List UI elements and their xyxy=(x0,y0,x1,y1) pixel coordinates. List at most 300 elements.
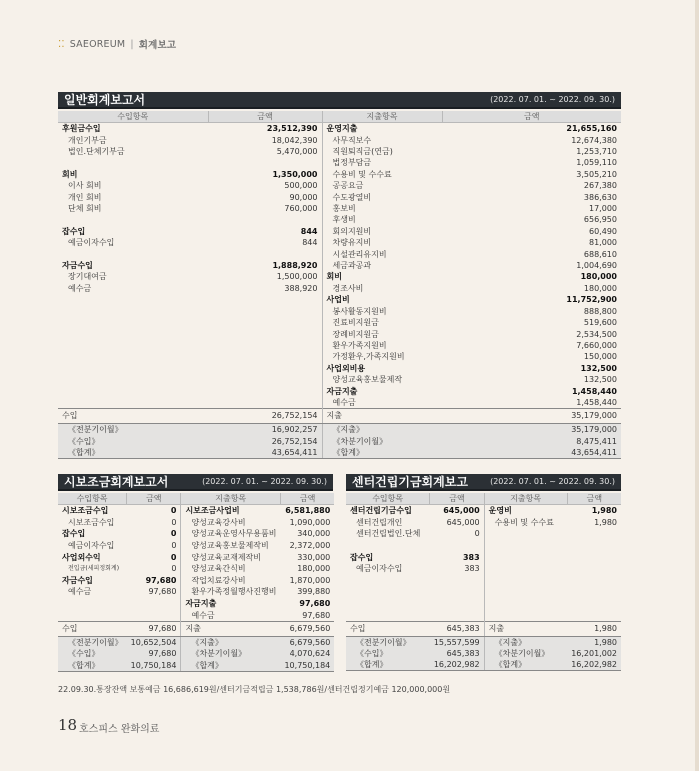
income-amount: 90,000 xyxy=(289,192,318,202)
expense-amount: 17,000 xyxy=(589,204,617,214)
income-total-label: 수입 xyxy=(346,621,430,636)
income-total-label: 수입 xyxy=(58,409,208,424)
income-item: 예금이자수입 xyxy=(68,238,115,248)
expense-item: 차량유지비 xyxy=(322,237,442,248)
column-header: 수입항목 xyxy=(346,493,430,505)
income-amount xyxy=(430,586,484,598)
income-item xyxy=(58,317,208,328)
expense-amount: 132,500 xyxy=(580,363,617,373)
expense-total-amount: 1,980 xyxy=(567,621,621,636)
column-header: 금액 xyxy=(430,493,484,505)
income-amount: 0 xyxy=(170,552,177,562)
table-row xyxy=(58,586,334,598)
table-row xyxy=(346,552,621,564)
income-amount: 97,680 xyxy=(145,575,177,585)
income-amount xyxy=(208,340,322,351)
income-item: 센터건립개인 xyxy=(356,517,403,527)
expense-amount xyxy=(567,540,621,552)
balance-amount: 10,750,184 xyxy=(127,660,181,672)
expense-amount: 267,380 xyxy=(583,181,617,191)
expense-item: 경조사비 xyxy=(322,283,442,294)
income-amount: 844 xyxy=(300,226,318,236)
table-row xyxy=(58,146,621,157)
income-item: 후원금수입 xyxy=(62,124,101,134)
table-row xyxy=(58,123,621,135)
income-item: 예금이자수입 xyxy=(356,564,403,574)
table-header-row xyxy=(58,111,621,123)
expense-amount: 330,000 xyxy=(297,552,331,562)
table-row xyxy=(58,351,621,362)
income-item xyxy=(58,329,208,340)
expense-total-amount: 6,679,560 xyxy=(280,622,334,637)
income-amount: 0 xyxy=(170,529,177,539)
income-amount xyxy=(430,540,484,552)
expense-item: 봉사활동지원비 xyxy=(322,306,442,317)
expense-amount: 2,534,500 xyxy=(576,329,617,339)
balance-amount: 16,902,257 xyxy=(208,424,322,436)
expense-item: 양성교육홍보물제작비 xyxy=(181,540,281,552)
table-row xyxy=(346,563,621,575)
income-item: 자금수입 xyxy=(62,575,93,585)
column-header: 금액 xyxy=(208,111,322,123)
table-row xyxy=(58,169,621,180)
balance-label: 《합계》 xyxy=(58,660,127,672)
expense-item xyxy=(484,598,567,610)
income-item: 센터건립기금수입 xyxy=(350,506,412,516)
income-item: 개인 회비 xyxy=(68,192,102,202)
subsidy-report-title: 시보조금회계보고서 xyxy=(64,475,169,489)
expense-item xyxy=(484,610,567,622)
table-header-row xyxy=(346,493,621,505)
expense-item: 예수금 xyxy=(181,610,281,622)
expense-amount: 688,610 xyxy=(583,249,617,259)
sum-row xyxy=(346,621,621,636)
expense-item: 홍보비 xyxy=(322,203,442,214)
expense-amount: 6,581,880 xyxy=(285,506,331,516)
income-item: 예수금 xyxy=(68,283,92,293)
expense-item: 후생비 xyxy=(322,214,442,225)
balance-amount: 26,752,154 xyxy=(208,436,322,447)
expense-item: 장례비지원금 xyxy=(322,329,442,340)
income-total-label: 수입 xyxy=(58,622,127,637)
expense-item: 예수금 xyxy=(322,397,442,409)
expense-amount xyxy=(567,586,621,598)
table-row xyxy=(58,552,334,564)
income-amount xyxy=(127,610,181,622)
table-row xyxy=(58,157,621,168)
expense-amount: 180,000 xyxy=(583,283,617,293)
expense-amount: 132,500 xyxy=(583,375,617,385)
page-number: 18 xyxy=(58,716,78,734)
income-item: 센터건립법인.단체 xyxy=(356,529,421,539)
income-amount xyxy=(208,363,322,374)
expense-amount: 1,870,000 xyxy=(289,575,331,585)
income-item xyxy=(58,157,208,168)
table-row xyxy=(346,586,621,598)
table-row xyxy=(58,397,621,409)
income-amount xyxy=(208,157,322,168)
income-amount: 500,000 xyxy=(284,181,318,191)
income-item xyxy=(58,374,208,385)
income-item xyxy=(58,610,127,622)
balance-label: 《차분기이월》 xyxy=(484,648,567,659)
expense-item: 자금지출 xyxy=(322,386,442,397)
table-row xyxy=(58,528,334,540)
expense-amount xyxy=(567,552,621,564)
income-item: 예수금 xyxy=(68,587,92,597)
income-item xyxy=(346,540,430,552)
income-item: 자금수입 xyxy=(62,261,93,271)
expense-amount: 386,630 xyxy=(583,192,617,202)
expense-amount: 97,680 xyxy=(302,610,331,620)
expense-amount xyxy=(567,598,621,610)
income-item xyxy=(346,598,430,610)
table-row xyxy=(58,283,621,294)
expense-total-label: 지출 xyxy=(484,621,567,636)
income-amount: 18,042,390 xyxy=(271,135,318,145)
expense-item: 환우가족지원비 xyxy=(322,340,442,351)
balance-label: 《합계》 xyxy=(58,447,208,459)
income-amount: 23,512,390 xyxy=(266,124,318,134)
income-amount: 844 xyxy=(302,238,318,248)
expense-amount: 3,505,210 xyxy=(576,169,617,179)
table-row xyxy=(58,386,621,397)
income-amount xyxy=(430,610,484,622)
balance-amount: 15,557,599 xyxy=(430,636,484,648)
expense-amount: 399,880 xyxy=(297,587,331,597)
header-separator: | xyxy=(130,38,134,50)
income-item: 전입금(세피정회계) xyxy=(68,565,120,573)
expense-amount: 1,253,710 xyxy=(576,147,617,157)
balance-label: 《지출》 xyxy=(484,636,567,648)
income-amount: 1,500,000 xyxy=(276,272,318,282)
expense-amount: 180,000 xyxy=(297,564,331,574)
balance-label: 《전분기이월》 xyxy=(58,637,127,649)
column-header: 수입항목 xyxy=(58,111,208,123)
center-report-title-bar xyxy=(346,474,621,491)
income-total-amount: 26,752,154 xyxy=(208,409,322,424)
income-item: 이사 회비 xyxy=(68,181,102,191)
table-row xyxy=(58,610,334,622)
income-item: 잡수입 xyxy=(62,529,86,539)
balance-row xyxy=(58,660,334,672)
expense-total-label: 지출 xyxy=(181,622,281,637)
table-row xyxy=(58,214,621,225)
expense-amount: 12,674,380 xyxy=(571,135,617,145)
balance-row xyxy=(58,447,621,459)
expense-amount xyxy=(567,563,621,575)
dots-icon: ⁚⁚ xyxy=(58,38,65,50)
expense-item: 수용비 및 수수료 xyxy=(484,517,567,529)
expense-amount: 1,090,000 xyxy=(289,517,331,527)
expense-amount: 888,800 xyxy=(583,306,617,316)
section-name: 회계보고 xyxy=(138,40,177,51)
income-item: 사업외수익 xyxy=(62,552,101,562)
expense-amount: 2,372,000 xyxy=(289,540,331,550)
expense-item: 회의지원비 xyxy=(322,226,442,237)
expense-item: 양성교육강사비 xyxy=(181,517,281,529)
balance-amount: 43,654,411 xyxy=(442,447,621,459)
table-row xyxy=(346,517,621,529)
expense-item: 공공요금 xyxy=(322,180,442,191)
income-item xyxy=(346,586,430,598)
table-row xyxy=(58,203,621,214)
expense-item xyxy=(484,528,567,540)
expense-amount: 7,660,000 xyxy=(576,340,617,350)
expense-item: 자금지출 xyxy=(181,598,281,610)
expense-item: 시보조금사업비 xyxy=(181,505,281,517)
expense-amount: 180,000 xyxy=(580,272,617,282)
income-item xyxy=(346,575,430,587)
expense-total-amount: 35,179,000 xyxy=(442,409,621,424)
expense-item xyxy=(484,540,567,552)
expense-amount: 97,680 xyxy=(299,598,331,608)
table-row xyxy=(58,329,621,340)
income-amount: 0 xyxy=(171,517,177,527)
balance-label: 《합계》 xyxy=(181,660,281,672)
expense-amount: 60,490 xyxy=(589,226,617,236)
expense-item: 사업비 xyxy=(322,294,442,305)
income-total-amount: 645,383 xyxy=(430,621,484,636)
income-item xyxy=(58,294,208,305)
expense-item: 법정부담금 xyxy=(322,157,442,168)
table-row xyxy=(346,505,621,517)
table-row xyxy=(346,540,621,552)
income-amount: 383 xyxy=(464,564,480,574)
income-amount xyxy=(208,329,322,340)
column-header: 금액 xyxy=(442,111,621,123)
income-item xyxy=(58,306,208,317)
income-amount: 0 xyxy=(474,529,480,539)
column-header: 금액 xyxy=(567,493,621,505)
table-row xyxy=(58,317,621,328)
expense-item xyxy=(484,575,567,587)
expense-amount: 21,655,160 xyxy=(566,124,617,134)
balance-label: 《수입》 xyxy=(58,648,127,659)
center-report-period: (2022. 07. 01. ~ 2022. 09. 30.) xyxy=(490,477,615,486)
table-row xyxy=(58,598,334,610)
subsidy-report-title-bar xyxy=(58,474,333,491)
expense-item: 가정환우,가족지원비 xyxy=(322,351,442,362)
general-report-table xyxy=(58,111,621,459)
income-item: 법인.단체기부금 xyxy=(68,147,125,157)
expense-item: 환우가족정월행사진행비 xyxy=(181,586,281,598)
income-amount xyxy=(208,351,322,362)
column-header: 지출항목 xyxy=(322,111,442,123)
income-item: 잡수입 xyxy=(62,226,86,236)
table-header-row xyxy=(58,493,334,505)
income-amount xyxy=(430,575,484,587)
expense-amount xyxy=(567,610,621,622)
income-amount: 383 xyxy=(462,552,480,562)
expense-item: 세금과공과 xyxy=(322,260,442,271)
table-row xyxy=(58,374,621,385)
income-item: 시보조금수입 xyxy=(68,517,115,527)
general-report-title: 일반회계보고서 xyxy=(64,93,146,107)
income-amount: 0 xyxy=(171,564,177,574)
income-amount xyxy=(208,306,322,317)
income-item: 예금이자수입 xyxy=(68,540,115,550)
expense-amount: 81,000 xyxy=(589,238,617,248)
table-row xyxy=(346,598,621,610)
income-item xyxy=(58,351,208,362)
expense-amount: 1,059,110 xyxy=(576,158,617,168)
income-amount: 5,470,000 xyxy=(276,147,318,157)
table-row xyxy=(58,517,334,529)
expense-item: 사업외비용 xyxy=(322,363,442,374)
balance-label: 《차분기이월》 xyxy=(322,436,442,447)
center-report-title: 센터건립기금회계보고 xyxy=(352,475,468,489)
balance-amount: 16,202,982 xyxy=(430,659,484,671)
expense-amount xyxy=(567,575,621,587)
balance-label: 《차분기이월》 xyxy=(181,648,281,659)
expense-amount: 656,950 xyxy=(583,215,617,225)
column-header: 금액 xyxy=(280,493,334,505)
income-amount: 645,000 xyxy=(443,506,480,516)
income-item: 시보조금수입 xyxy=(62,506,109,516)
income-amount: 388,920 xyxy=(284,283,318,293)
income-item: 개인기부금 xyxy=(68,135,107,145)
balance-amount: 10,652,504 xyxy=(127,637,181,649)
balance-label: 《지출》 xyxy=(322,424,442,436)
income-item xyxy=(346,610,430,622)
income-item: 장기대여금 xyxy=(68,272,107,282)
expense-item xyxy=(484,563,567,575)
page-header xyxy=(58,37,176,51)
expense-item: 수도광열비 xyxy=(322,192,442,203)
expense-item xyxy=(484,552,567,564)
table-row xyxy=(58,192,621,203)
income-item: 단체 회비 xyxy=(68,204,102,214)
balance-amount: 4,070,624 xyxy=(280,648,334,659)
income-amount xyxy=(208,249,322,260)
expense-item: 운영지출 xyxy=(322,123,442,135)
balance-label: 《합계》 xyxy=(484,659,567,671)
balance-amount: 6,679,560 xyxy=(280,637,334,649)
expense-item: 운영비 xyxy=(484,505,567,517)
balance-row xyxy=(346,659,621,671)
income-item xyxy=(58,340,208,351)
expense-item: 시설관리유지비 xyxy=(322,249,442,260)
income-amount: 1,350,000 xyxy=(272,169,318,179)
expense-item: 사무직보수 xyxy=(322,135,442,146)
balance-amount: 1,980 xyxy=(567,636,621,648)
table-row xyxy=(58,575,334,587)
balance-row xyxy=(58,436,621,447)
income-item: 잡수입 xyxy=(350,552,374,562)
table-row xyxy=(58,135,621,146)
expense-amount: 1,980 xyxy=(594,517,617,527)
income-amount xyxy=(208,294,322,305)
balance-label: 《합계》 xyxy=(346,659,430,671)
publication-name: 호스피스 완화의료 xyxy=(79,724,160,735)
income-item xyxy=(58,214,208,225)
income-amount xyxy=(208,374,322,385)
expense-item: 양성교육홍보물제작 xyxy=(322,374,442,385)
balance-label: 《수입》 xyxy=(58,436,208,447)
sum-row xyxy=(58,622,334,637)
expense-item: 양성교육운영사무용품비 xyxy=(181,528,281,540)
column-header: 지출항목 xyxy=(484,493,567,505)
table-row xyxy=(58,540,334,552)
brand-name: SAEOREUM xyxy=(69,38,126,50)
expense-item: 직원퇴직금(연금) xyxy=(322,146,442,157)
income-amount xyxy=(430,598,484,610)
expense-item: 회비 xyxy=(322,271,442,282)
column-header: 수입항목 xyxy=(58,493,127,505)
page-edge xyxy=(695,0,699,771)
balance-label: 《전분기이월》 xyxy=(58,424,208,436)
table-row xyxy=(346,575,621,587)
balance-amount: 35,179,000 xyxy=(442,424,621,436)
balance-amount: 43,654,411 xyxy=(208,447,322,459)
income-item xyxy=(58,249,208,260)
income-amount: 0 xyxy=(170,506,177,516)
expense-item: 작업치료강사비 xyxy=(181,575,281,587)
table-row xyxy=(58,226,621,237)
expense-amount: 1,458,440 xyxy=(571,386,617,396)
income-amount xyxy=(208,386,322,397)
expense-total-label: 지출 xyxy=(322,409,442,424)
general-report-title-bar xyxy=(58,92,621,109)
expense-amount: 1,458,440 xyxy=(576,397,617,407)
income-item xyxy=(58,397,208,409)
balance-amount: 16,202,982 xyxy=(567,659,621,671)
center-report-table xyxy=(346,493,621,671)
balance-amount: 645,383 xyxy=(430,648,484,659)
table-row xyxy=(346,610,621,622)
balance-label: 《지출》 xyxy=(181,637,281,649)
balance-amount: 8,475,411 xyxy=(442,436,621,447)
balance-row xyxy=(58,424,621,436)
income-item xyxy=(58,363,208,374)
expense-amount: 1,980 xyxy=(591,506,617,516)
expense-item: 진료비지원금 xyxy=(322,317,442,328)
table-row xyxy=(58,260,621,271)
balance-amount: 10,750,184 xyxy=(280,660,334,672)
expense-item xyxy=(484,586,567,598)
income-total-amount: 97,680 xyxy=(127,622,181,637)
income-amount: 1,888,920 xyxy=(272,261,318,271)
expense-amount: 1,004,690 xyxy=(576,261,617,271)
table-row xyxy=(58,306,621,317)
table-row xyxy=(58,294,621,305)
subsidy-report-table xyxy=(58,493,334,672)
expense-amount xyxy=(567,528,621,540)
balance-row xyxy=(346,636,621,648)
income-amount xyxy=(208,397,322,409)
income-item xyxy=(58,386,208,397)
expense-item: 수용비 및 수수료 xyxy=(322,169,442,180)
balance-label: 《합계》 xyxy=(322,447,442,459)
balance-label: 《수입》 xyxy=(346,648,430,659)
income-amount: 0 xyxy=(171,540,177,550)
expense-amount: 340,000 xyxy=(297,529,331,539)
sum-row xyxy=(58,409,621,424)
balance-row xyxy=(58,648,334,659)
table-row xyxy=(58,180,621,191)
income-item xyxy=(58,598,127,610)
income-amount: 645,000 xyxy=(446,517,480,527)
balance-amount: 97,680 xyxy=(127,648,181,659)
income-amount: 760,000 xyxy=(284,204,318,214)
expense-item: 양성교육간식비 xyxy=(181,563,281,575)
table-row xyxy=(58,363,621,374)
table-row xyxy=(58,563,334,575)
income-amount xyxy=(208,214,322,225)
income-item: 회비 xyxy=(62,169,78,179)
balance-label: 《전분기이월》 xyxy=(346,636,430,648)
